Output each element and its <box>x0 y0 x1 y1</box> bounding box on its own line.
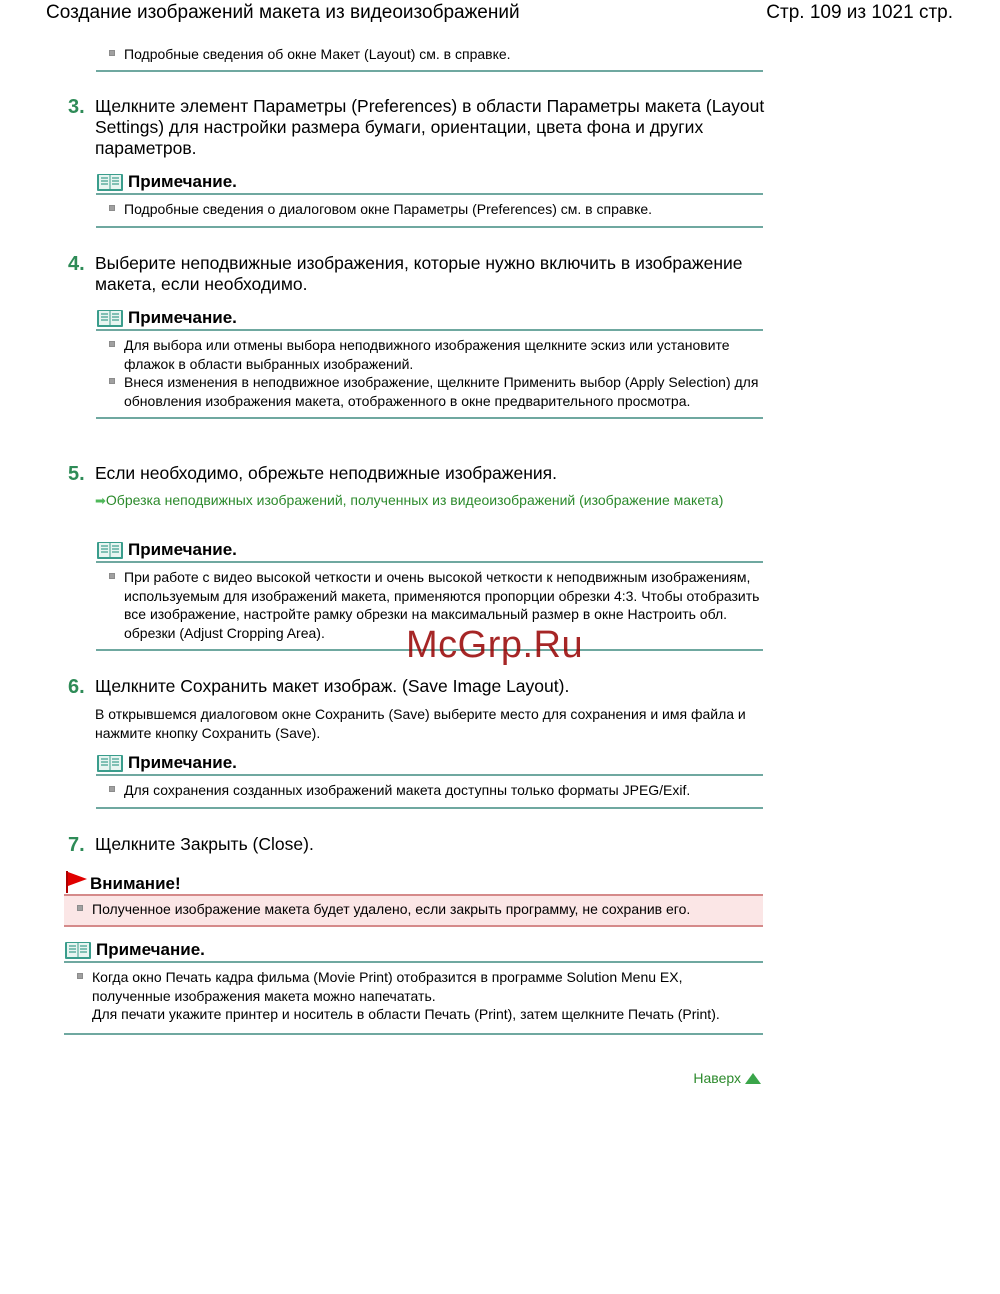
list-item: Для сохранения созданных изображений макета доступны только форматы JPEG/Exif. <box>96 781 763 800</box>
bullet-square-icon <box>77 973 83 979</box>
step-number: 6. <box>68 676 85 698</box>
arrow-right-icon: ➡ <box>95 493 106 508</box>
bullet-square-icon <box>109 205 115 211</box>
note-title: Примечание. <box>128 172 237 191</box>
note-step-4 <box>96 308 763 419</box>
note-title: Примечание. <box>96 940 205 959</box>
book-icon <box>64 940 92 960</box>
list-item: Полученное изображение макета будет удалено, если закрыть программу, не сохранив его. <box>64 900 763 919</box>
arrow-up-icon <box>745 1073 761 1084</box>
step-4 <box>68 253 768 295</box>
note-title: Примечание. <box>128 753 237 772</box>
book-icon <box>96 172 124 192</box>
watermark: McGrp.Ru <box>406 624 584 666</box>
book-icon <box>96 753 124 773</box>
step-7 <box>68 834 768 855</box>
red-flag-icon <box>64 870 88 894</box>
step-text: Щелкните Закрыть (Close). <box>95 834 314 854</box>
list-item: Внеся изменения в неподвижное изображение, щелкните Применить выбор (Apply Selection) для обновления изображения макета, отображенного в окне предварительного просмотра. <box>96 373 763 410</box>
step-number: 4. <box>68 253 85 275</box>
step-6 <box>68 676 768 742</box>
bullet-square-icon <box>77 905 83 911</box>
note-title: Примечание. <box>128 308 237 327</box>
top-note <box>96 45 763 72</box>
warning-title: Внимание! <box>90 874 181 893</box>
page-title: Создание изображений макета из видеоизображений <box>46 2 520 23</box>
book-icon <box>96 308 124 328</box>
bullet-square-icon <box>109 50 115 56</box>
list-item: Подробные сведения о диалоговом окне Параметры (Preferences) см. в справке. <box>96 200 763 219</box>
step-number: 7. <box>68 834 85 856</box>
note-step-6 <box>96 753 763 809</box>
list-item: При работе с видео высокой четкости и очень высокой четкости к неподвижным изображениям, используемым для изображений макета, применяются пропорции обрезки 4:3. Чтобы отобразить все изображение, настройте рамку обрезки на максимальный размер в окне Настроить обл. обрезки (Adjust Cropping Area). <box>96 568 763 642</box>
step-number: 5. <box>68 463 85 485</box>
crop-link[interactable]: ➡Обрезка неподвижных изображений, полученных из видеоизображений (изображение макета) <box>95 492 724 508</box>
bullet-square-icon <box>109 786 115 792</box>
back-to-top-link[interactable]: Наверх <box>693 1070 761 1086</box>
bullet-square-icon <box>109 573 115 579</box>
step-5 <box>68 463 768 510</box>
step-3 <box>68 96 768 159</box>
warning-box <box>64 870 763 927</box>
step-description: В открывшемся диалоговом окне Сохранить (Save) выберите место для сохранения и имя файла и нажмите кнопку Сохранить (Save). <box>95 706 746 741</box>
step-text: Если необходимо, обрежьте неподвижные изображения. <box>95 463 558 483</box>
step-number: 3. <box>68 96 85 118</box>
book-icon <box>96 540 124 560</box>
list-item: Подробные сведения об окне Макет (Layout) см. в справке. <box>96 45 763 64</box>
step-text: Щелкните Сохранить макет изображ. (Save Image Layout). <box>95 676 570 696</box>
list-item: Для выбора или отмены выбора неподвижного изображения щелкните эскиз или установите флажок в области выбранных изображений. <box>96 336 763 373</box>
note-title: Примечание. <box>128 540 237 559</box>
note-step-3 <box>96 172 763 228</box>
final-note <box>64 940 763 1035</box>
list-item: Когда окно Печать кадра фильма (Movie Print) отобразится в программе Solution Menu EX, полученные изображения макета можно напечатать. Для печати укажите принтер и носитель в области Печать (Print), затем щелкните Печать (Print). <box>64 968 763 1024</box>
bullet-square-icon <box>109 341 115 347</box>
step-text: Щелкните элемент Параметры (Preferences) в области Параметры макета (Layout Settings) для настройки размера бумаги, ориентации, цвета фона и других параметров. <box>95 96 765 158</box>
page-counter: Стр. 109 из 1021 стр. <box>766 2 953 23</box>
step-text: Выберите неподвижные изображения, которые нужно включить в изображение макета, если необходимо. <box>95 253 743 294</box>
bullet-square-icon <box>109 378 115 384</box>
